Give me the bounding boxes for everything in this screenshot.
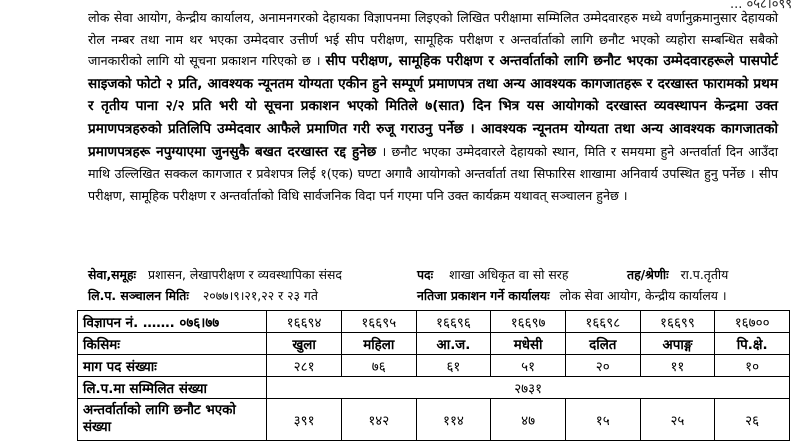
selected-cell: ३९१ xyxy=(267,399,342,441)
category-label: किसिमः xyxy=(78,333,267,355)
demand-cell: ५१ xyxy=(491,355,566,377)
adv-number: १६६९६ xyxy=(416,311,491,333)
exam-date-label: लि.प. सञ्चालन मितिः xyxy=(88,288,189,303)
meta-row-2 xyxy=(88,287,318,304)
adv-number: १६६९९ xyxy=(640,311,715,333)
top-fragment: ... ०५८।०९९ xyxy=(729,0,792,12)
adv-number: १६६९७ xyxy=(491,311,566,333)
demand-cell: २० xyxy=(565,355,640,377)
office-value: लोक सेवा आयोग, केन्द्रीय कार्यालय । xyxy=(559,288,727,303)
table-row-adv xyxy=(78,311,790,333)
adv-number: १६६९४ xyxy=(267,311,342,333)
selected-cell: ११४ xyxy=(416,399,491,441)
demand-cell: ११ xyxy=(640,355,715,377)
selected-label: अन्तर्वार्ताको लागि छनौट भएको संख्या xyxy=(78,399,267,441)
category-cell: अपाङ्ग xyxy=(640,333,715,355)
service-label: सेवा,समूहः xyxy=(88,267,137,282)
notice-paragraph xyxy=(88,7,778,206)
table-row-category xyxy=(78,333,790,355)
category-cell: महिला xyxy=(341,333,416,355)
selected-cell: १४२ xyxy=(341,399,416,441)
demand-cell: ६१ xyxy=(416,355,491,377)
service-value: प्रशासन, लेखापरीक्षण र व्यवस्थापिका संसद xyxy=(148,267,342,282)
selected-cell: ४७ xyxy=(491,399,566,441)
exam-date-value: २०७७।९।२१,२२ र २३ गते xyxy=(202,288,318,303)
category-cell: आ.ज. xyxy=(416,333,491,355)
demand-cell: ७६ xyxy=(341,355,416,377)
adv-number: १६७०० xyxy=(715,311,790,333)
selected-cell: १५ xyxy=(565,399,640,441)
table-row-appeared xyxy=(78,377,790,399)
level-field xyxy=(627,266,728,283)
demand-label: माग पद संख्याः xyxy=(78,355,267,377)
category-cell: दलित xyxy=(565,333,640,355)
paragraph-bold: सीप परीक्षण, सामूहिक परीक्षण र अन्तर्वार्ताको लागि छनौट भएका उम्मेदवारहरूले पासपोर्ट साइजको फोटो २ प्रति, आवश्यक न्यूनतम योग्यता एकीन हुने सम्पूर्ण प्रमाणपत्र तथा अन्य आवश्यक कागजातहरू र दरखास्त फारामको प्रथम र तृतीय पाना २/२ प्रति भरी यो सूचना प्रकाशन भएको मितिले ७(सात) दिन भित्र यस आयोगको दरखास्त व्यवस्थापन केन्द्रमा उक्त प्रमाणपत्रहरुको प्रतिलिपि उम्मेदवार आफैले प्रमाणित गरी रुजू गराउनु पर्नेछ । आवश्यक न्यूनतम योग्यता तथा अन्य आवश्यक कागजातको प्रमाणपत्रहरू नपुग्याएमा जुनसुकै बखत दरखास्त रद्द हुनेछ xyxy=(88,53,778,160)
table-row-selected xyxy=(78,399,790,441)
office-label: नतिजा प्रकाशन गर्ने कार्यालयः xyxy=(417,288,550,303)
post-label: पदः xyxy=(417,267,434,282)
selected-cell: २६ xyxy=(715,399,790,441)
meta-row-1 xyxy=(88,266,342,283)
post-value: शाखा अधिकृत वा सो सरह xyxy=(449,267,569,282)
post-field xyxy=(417,266,568,283)
appeared-cell: २७३१ xyxy=(267,377,790,399)
category-cell: पि.क्षे. xyxy=(715,333,790,355)
paragraph-part-2: । छनौट भएका उम्मेदवारले देहायको स्थान, मिति र समयमा हुने अन्तर्वार्ता दिन आउँदा माथि उल्लिखित सक्कल कागजात र प्रवेशपत्र लिई १(एक) घण्टा अगावै आयोगको अन्तर्वार्ता तथा सिफारिस शाखामा अनिवार्य उपस्थित हुनु पर्नेछ । सीप परीक्षण, सामूहिक परीक्षण र अन्तर्वार्ताको विधि सार्वजनिक विदा पर्न गएमा पनि उक्त कार्यक्रम यथावत् सञ्चालन हुनेछ । xyxy=(88,143,778,203)
paragraph-part-1: लोक सेवा आयोग, केन्द्रीय कार्यालय, अनामनगरको देहायका विज्ञापनमा लिइएको लिखित परीक्षामा सम्मिलित उम्मेदवारहरु मध्ये वर्णानुक्रमानुसार देहायको रोल नम्बर तथा नाम थर भएका उम्मेदवार उत्तीर्ण भई सीप परीक्षण, सामूहिक परीक्षण र अन्तर्वार्ताको लागि छनौट भएको व्यहोरा सम्बन्धित सबैको जानकारीको लागि यो सूचना प्रकाशन गरिएको छ । xyxy=(88,10,778,69)
category-cell: खुला xyxy=(267,333,342,355)
adv-label: विज्ञापन नं. ……. ०७६।७७ xyxy=(78,311,267,333)
demand-cell: १० xyxy=(715,355,790,377)
appeared-label: लि.प.मा सम्मिलित संख्या xyxy=(78,377,267,399)
adv-number: १६६९८ xyxy=(565,311,640,333)
office-field xyxy=(417,287,727,304)
results-table xyxy=(77,310,790,441)
table-row-demand xyxy=(78,355,790,377)
demand-cell: २८१ xyxy=(267,355,342,377)
category-cell: मधेसी xyxy=(491,333,566,355)
selected-cell: २५ xyxy=(640,399,715,441)
level-label: तह/श्रेणीः xyxy=(627,267,669,282)
adv-number: १६६९५ xyxy=(341,311,416,333)
level-value: रा.प.तृतीय xyxy=(680,267,729,282)
